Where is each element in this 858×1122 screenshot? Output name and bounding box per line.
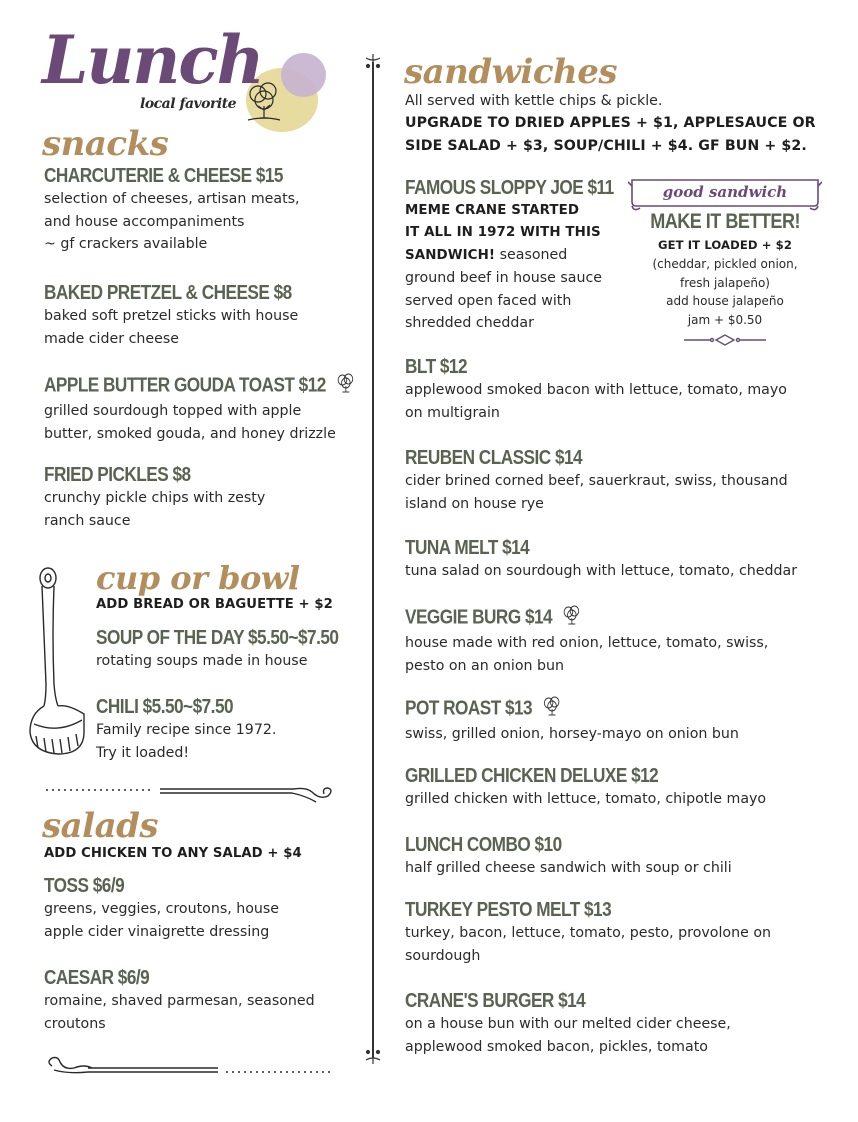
item-title: TUNA MELT $14	[405, 537, 530, 559]
item-desc: half grilled cheese sandwich with soup or chili	[405, 860, 732, 876]
item-desc: rotating soups made in house	[96, 653, 308, 669]
menu-item-chili	[96, 695, 356, 764]
item-title-text: VEGGIE BURG $14	[405, 606, 553, 629]
item-title: CAESAR $6/9	[44, 967, 150, 989]
badge-line: fresh jalapeño)	[680, 275, 770, 290]
item-desc: sourdough	[405, 947, 481, 964]
menu-item-sloppy-joe	[405, 176, 630, 335]
item-desc	[405, 244, 630, 267]
item-desc: croutons	[44, 1015, 106, 1032]
salads-heading: salads	[42, 806, 159, 846]
snacks-heading: snacks	[42, 124, 169, 164]
menu-item-toss	[44, 874, 354, 943]
item-title: CHARCUTERIE & CHEESE $15	[44, 165, 283, 187]
item-title: TURKEY PESTO MELT $13	[405, 899, 612, 921]
item-desc: tuna salad on sourdough with lettuce, tomato, cheddar	[405, 563, 798, 579]
item-desc: apple cider vinaigrette dressing	[44, 923, 270, 940]
item-desc: ground beef in house sauce	[405, 270, 603, 286]
item-title: LUNCH COMBO $10	[405, 834, 562, 856]
item-desc: pesto on an onion bun	[405, 657, 565, 674]
item-desc: cider brined corned beef, sauerkraut, swiss, thousand	[405, 473, 788, 489]
item-title: CRANE'S BURGER $14	[405, 990, 586, 1012]
header-circle-purple	[281, 53, 326, 97]
item-desc: swiss, grilled onion, horsey-mayo on onion bun	[405, 726, 739, 742]
item-desc-bold: MEME CRANE STARTED	[405, 203, 580, 218]
item-desc: romaine, shaved parmesan, seasoned	[44, 993, 315, 1009]
item-desc: ~ gf crackers available	[44, 236, 208, 252]
item-title: CHILI $5.50~$7.50	[96, 696, 234, 718]
cup-or-bowl-heading: cup or bowl	[96, 559, 300, 597]
item-desc-bold: SANDWICH!	[405, 248, 496, 263]
item-desc: Family recipe since 1972.	[96, 722, 277, 738]
item-desc: applewood smoked bacon, pickles, tomato	[405, 1038, 708, 1055]
tree-icon	[335, 372, 356, 400]
menu-item-cranes-burger	[405, 989, 835, 1058]
badge-line: (cheddar, pickled onion,	[652, 257, 798, 271]
badge-headline-text: MAKE IT BETTER!	[650, 210, 800, 233]
item-desc: on a house bun with our melted cider cheese,	[405, 1016, 731, 1032]
item-title: REUBEN CLASSIC $14	[405, 447, 583, 469]
item-desc: applewood smoked bacon with lettuce, tomato, mayo	[405, 382, 787, 398]
item-desc: shredded cheddar	[405, 315, 534, 331]
tree-icon	[542, 695, 563, 723]
menu-item-caesar	[44, 966, 354, 1035]
badge-headline	[628, 210, 822, 234]
item-desc: and house accompaniments	[44, 213, 245, 230]
menu-item-pot-roast	[405, 695, 835, 746]
menu-item-grilled-chicken	[405, 764, 835, 811]
item-title: BLT $12	[405, 356, 468, 378]
item-title	[405, 604, 775, 632]
page-subtitle: local favorite	[140, 96, 237, 112]
menu-item-charcuterie	[44, 164, 354, 256]
item-title-text: POT ROAST $13	[405, 697, 533, 720]
menu-item-blt	[405, 355, 835, 424]
cup-or-bowl-note: ADD BREAD OR BAGUETTE + $2	[96, 597, 333, 612]
item-title: SOUP OF THE DAY $5.50~$7.50	[96, 627, 339, 649]
item-desc: ranch sauce	[44, 512, 131, 529]
divider-ornament-bottom	[364, 1046, 382, 1070]
menu-item-tuna-melt	[405, 536, 835, 583]
item-desc-bold: IT ALL IN 1972 WITH THIS	[405, 225, 601, 240]
page-title: Lunch	[42, 21, 263, 99]
menu-item-reuben	[405, 446, 835, 515]
menu-item-gouda-toast	[44, 372, 364, 445]
ladle-icon	[24, 564, 90, 764]
item-title: BAKED PRETZEL & CHEESE $8	[44, 282, 292, 304]
menu-item-veggie-burg	[405, 604, 835, 677]
menu-item-turkey-pesto	[405, 898, 835, 967]
sandwiches-upgrade-line: SIDE SALAD + $3, SOUP/CHILI + $4. GF BUN + $2.	[405, 138, 807, 154]
item-title: GRILLED CHICKEN DELUXE $12	[405, 765, 659, 787]
item-desc: served open faced with	[405, 292, 572, 309]
item-desc: grilled chicken with lettuce, tomato, chipotle mayo	[405, 791, 767, 807]
item-title: FAMOUS SLOPPY JOE $11	[405, 177, 614, 199]
badge-ornament	[682, 334, 768, 346]
sandwiches-heading: sandwiches	[404, 52, 618, 92]
column-divider	[372, 62, 374, 1058]
item-title: FRIED PICKLES $8	[44, 464, 191, 486]
item-desc: Try it loaded!	[96, 744, 190, 761]
item-desc: greens, veggies, croutons, house	[44, 901, 280, 917]
menu-item-soup	[96, 626, 356, 673]
item-desc: grilled sourdough topped with apple	[44, 403, 302, 419]
good-sandwich-badge	[628, 176, 822, 348]
item-desc: house made with red onion, lettuce, tomato, swiss,	[405, 635, 769, 651]
item-desc: on multigrain	[405, 404, 500, 421]
item-desc: butter, smoked gouda, and honey drizzle	[44, 425, 336, 442]
tree-icon	[562, 604, 583, 632]
item-title: TOSS $6/9	[44, 875, 125, 897]
item-desc: made cider cheese	[44, 330, 179, 347]
menu-item-lunch-combo	[405, 833, 835, 880]
item-title	[44, 372, 326, 400]
divider-ornament-top	[364, 52, 382, 76]
item-desc: island on house rye	[405, 495, 544, 512]
item-desc: turkey, bacon, lettuce, tomato, pesto, provolone on	[405, 925, 771, 941]
item-title	[405, 695, 775, 723]
badge-label: good sandwich	[662, 183, 788, 201]
sandwiches-upgrade-line: UPGRADE TO DRIED APPLES + $1, APPLESAUCE OR	[405, 115, 816, 131]
item-title-text: APPLE BUTTER GOUDA TOAST $12	[44, 374, 326, 397]
badge-lines	[628, 255, 822, 329]
item-desc: baked soft pretzel sticks with house	[44, 308, 299, 324]
badge-bold-line: GET IT LOADED + $2	[657, 238, 793, 252]
badge-line: add house jalapeño	[666, 294, 784, 308]
salads-note: ADD CHICKEN TO ANY SALAD + $4	[44, 846, 302, 861]
item-desc: selection of cheeses, artisan meats,	[44, 191, 300, 207]
item-desc-text: seasoned	[495, 247, 568, 263]
menu-item-fried-pickles	[44, 463, 354, 532]
badge-line: jam + $0.50	[687, 312, 763, 327]
sandwiches-intro: All served with kettle chips & pickle.	[405, 93, 663, 109]
menu-item-pretzel	[44, 281, 354, 350]
divider-flourish	[44, 1054, 336, 1082]
item-desc: crunchy pickle chips with zesty	[44, 490, 266, 506]
